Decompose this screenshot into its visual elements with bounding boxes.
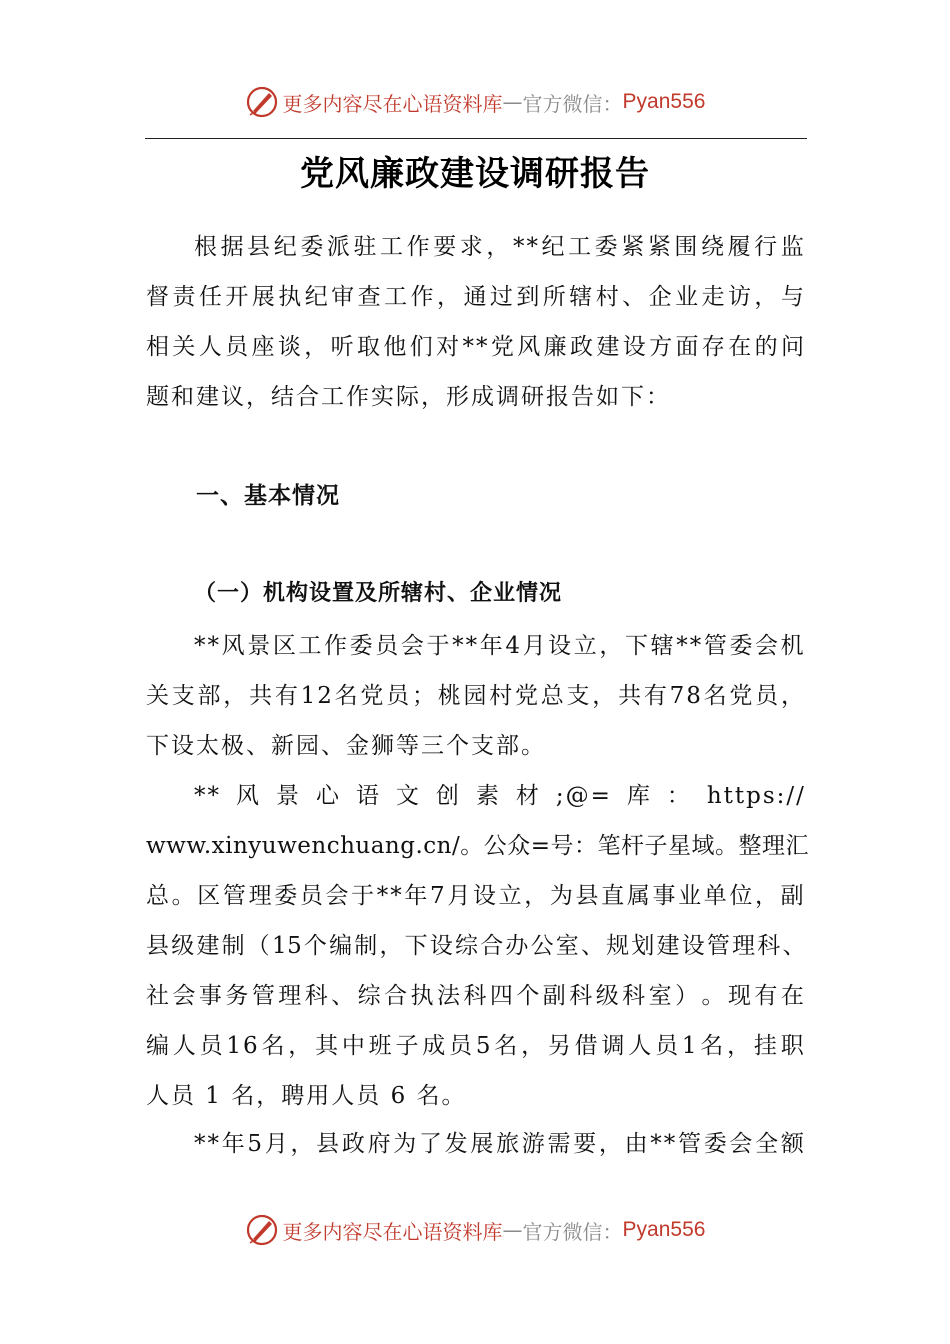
quill-logo-icon — [245, 1213, 279, 1247]
char: 素 — [475, 783, 501, 809]
paragraph-3 — [146, 1119, 806, 1169]
char: 库 — [626, 783, 652, 809]
banner-wechat-id: Pyan556 — [622, 1218, 706, 1241]
quill-logo-icon — [245, 85, 279, 119]
char: https:// — [706, 783, 806, 809]
intro-line: 根 据 县 纪 委 派 驻 工 作 要 求 ， ** 纪 工 委 紧 紧 围 绕 履 行 监 — [194, 234, 806, 260]
banner-wechat-label: 官方微信： — [522, 91, 623, 116]
char: 语 — [355, 783, 381, 809]
header-banner — [0, 80, 950, 124]
para-line: 下设太极、新园、金狮等三个支部。 — [146, 733, 546, 759]
intro-line: 题和建议，结合工作实际，形成调研报告如下： — [146, 384, 671, 410]
subsection-heading: （一）机构设置及所辖村、企业情况 — [194, 580, 563, 606]
section-heading: 一、基本情况 — [196, 483, 340, 509]
footer-banner — [0, 1208, 950, 1252]
char: 心 — [315, 783, 341, 809]
document-title: 党风廉政建设调研报告 — [300, 154, 650, 194]
char: 文 — [395, 783, 421, 809]
para-line: ** 年 5 月 ， 县 政 府 为 了 发 展 旅 游 需 要 ， 由 ** 管 委 会 全 额 — [194, 1131, 806, 1157]
para-line: 县 级 建 制 （ 15 个 编 制 ， 下 设 综 合 办 公 室 、 规 划 建 设 管 理 科 、 — [146, 933, 806, 959]
char: 创 — [435, 783, 461, 809]
header-divider — [145, 138, 807, 139]
banner-wechat-id: Pyan556 — [622, 90, 706, 113]
para-line: ** 风 景 区 工 作 委 员 会 于 ** 年 4 月 设 立 ， 下 辖 ** 管 委 会 机 — [194, 633, 806, 659]
banner-text: 更多内容尽在心语资料库 — [282, 1219, 503, 1244]
intro-paragraph — [146, 222, 806, 422]
char: 风 — [235, 783, 261, 809]
intro-line: 相 关 人 员 座 谈 ， 听 取 他 们 对 ** 党 风 廉 政 建 设 方 面 存 在 的 问 — [146, 334, 806, 360]
char: 材 — [515, 783, 541, 809]
para-line: 关 支 部 ， 共 有 12 名 党 员 ； 桃 园 村 党 总 支 ， 共 有 78 名 党 员 ， — [146, 683, 806, 709]
para-line: 编 人 员 16 名 ， 其 中 班 子 成 员 5 名 ， 另 借 调 人 员 1 名 ， 挂 职 — [146, 1033, 806, 1059]
paragraph-2 — [146, 771, 809, 1121]
char: ： — [666, 783, 692, 809]
para-line-spread — [146, 771, 806, 821]
intro-line: 督 责 任 开 展 执 纪 审 查 工 作 ， 通 过 到 所 辖 村 、 企 业 走 访 ， 与 — [146, 284, 806, 310]
banner-separator: — — [502, 1218, 523, 1242]
para-line: 人员 1 名，聘用人员 6 名。 — [146, 1083, 467, 1109]
para-line: 社 会 事 务 管 理 科 、 综 合 执 法 科 四 个 副 科 级 科 室 ） 。 现 有 在 — [146, 983, 806, 1009]
para-line: 总 。 区 管 理 委 员 会 于 ** 年 7 月 设 立 ， 为 县 直 属 事 业 单 位 ， 副 — [146, 883, 806, 909]
banner-text: 更多内容尽在心语资料库 — [282, 91, 503, 116]
char: 景 — [275, 783, 301, 809]
banner-separator: — — [502, 90, 523, 114]
paragraph-1 — [146, 621, 806, 771]
banner-wechat-label: 官方微信： — [522, 1219, 623, 1244]
para-line: www.xinyuwenchuang.cn/ 。 公 众 = 号 ： 笔 杆 子 星 域 。 整 理 汇 — [146, 833, 809, 859]
char: ;@= — [555, 783, 612, 809]
char: ** — [194, 783, 221, 809]
